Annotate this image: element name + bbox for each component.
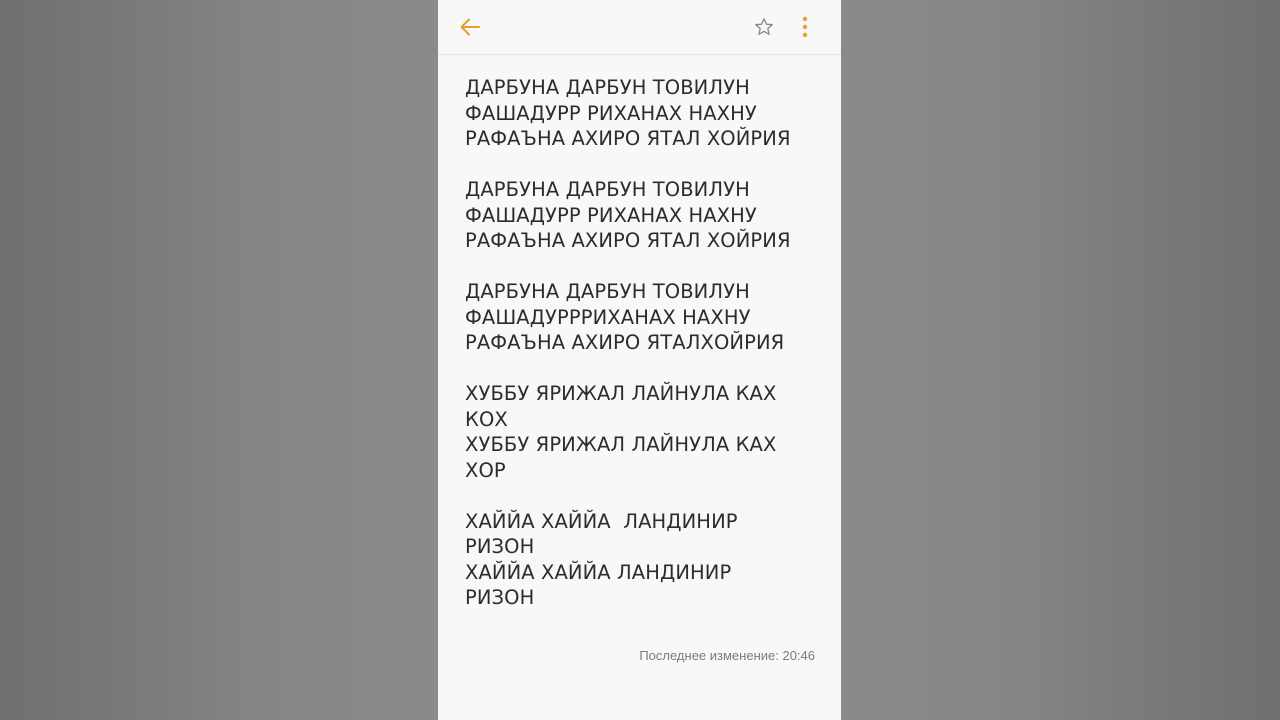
lyric-line: РИЗОН (465, 586, 535, 609)
note-viewer-screen (438, 0, 841, 720)
toolbar (438, 0, 841, 55)
lyric-line: ФАШАДУРРРИХАНАХ НАХНУ (465, 305, 751, 329)
stanza (465, 279, 825, 356)
arrow-left-icon (459, 16, 481, 38)
lyric-line: РАФАЪНА АХИРО ЯТАЛ ХОЙРИЯ (465, 229, 791, 252)
lyric-line: ФАШАДУРР РИХАНАХ НАХНУ (465, 101, 757, 125)
lyric-line: ХУББУ ЯРИЖАЛ ЛАЙНУЛА КАХ (465, 433, 777, 456)
lyric-line: ХАЙЙА ХАЙЙА ЛАНДИНИР (465, 560, 732, 584)
lyric-line: РАФАЪНА АХИРО ЯТАЛ ХОЙРИЯ (465, 127, 791, 150)
lyric-line: ХАЙЙА ХАЙЙА ЛАНДИНИР (465, 509, 738, 533)
more-options-button[interactable] (794, 13, 816, 41)
back-button[interactable] (456, 13, 484, 41)
stanza (465, 177, 825, 254)
blurred-background-left (0, 0, 438, 720)
stanza (465, 509, 825, 611)
stanza (465, 381, 825, 483)
lyric-line: РАФАЪНА АХИРО ЯТАЛХОЙРИЯ (465, 331, 785, 354)
lyric-line: ДАРБУНА ДАРБУН ТОВИЛУН (465, 76, 750, 99)
lyric-line: КОХ (465, 407, 508, 431)
stanza (465, 75, 825, 152)
note-text[interactable] (465, 75, 825, 636)
blurred-background-right (841, 0, 1280, 720)
star-outline-icon (754, 17, 774, 37)
lyric-line: ФАШАДУРР РИХАНАХ НАХНУ (465, 203, 757, 227)
lyric-line: ДАРБУНА ДАРБУН ТОВИЛУН (465, 178, 750, 201)
last-modified-timestamp: Последнее изменение: 20:46 (639, 648, 815, 663)
lyric-line: РИЗОН (465, 535, 535, 558)
more-vertical-icon (802, 16, 808, 38)
lyric-line: ХУББУ ЯРИЖАЛ ЛАЙНУЛА КАХ (465, 382, 777, 405)
lyric-line: ХОР (465, 458, 506, 482)
favorite-button[interactable] (751, 14, 777, 40)
lyric-line: ДАРБУНА ДАРБУН ТОВИЛУН (465, 280, 750, 303)
